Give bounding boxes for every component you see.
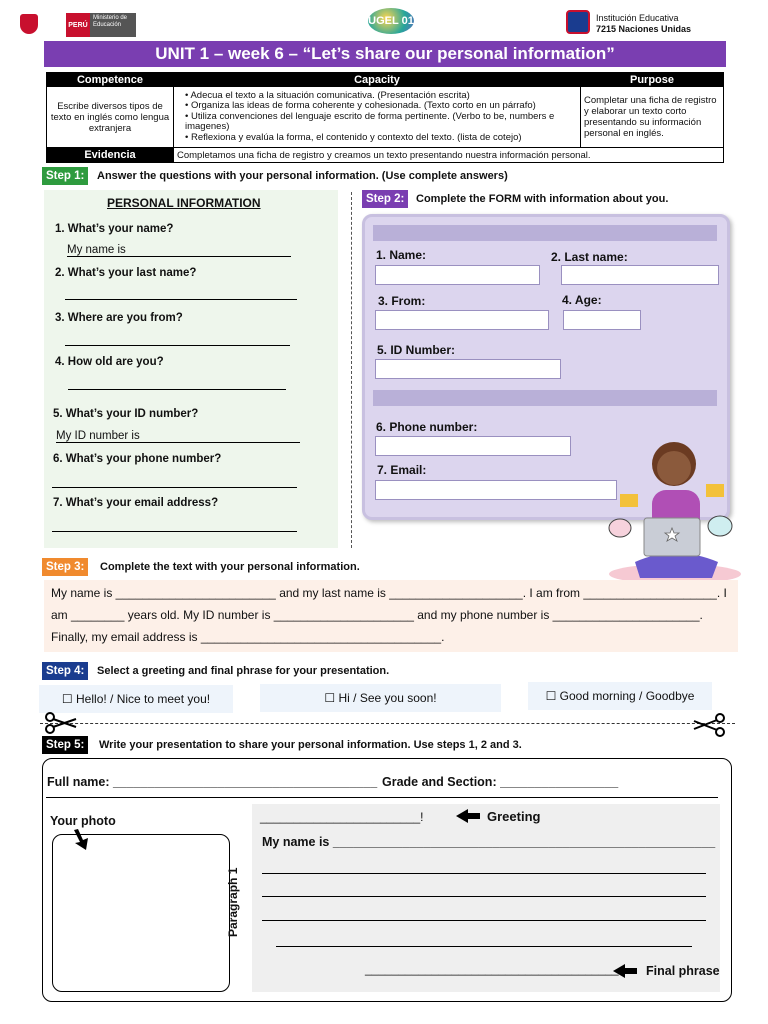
checkbox-icon[interactable]: ☐ xyxy=(61,692,73,706)
phone-label: 6. Phone number: xyxy=(376,420,478,434)
answer-2[interactable] xyxy=(65,299,297,300)
question-3: 3. Where are you from? xyxy=(55,312,183,324)
competence-cell: Escribe diversos tipos de texto en inglés como lengua extranjera xyxy=(47,87,174,148)
final-phrase-line[interactable]: ______________________________________ xyxy=(365,962,619,976)
question-5: 5. What’s your ID number? xyxy=(53,408,199,420)
question-6: 6. What’s your phone number? xyxy=(53,453,222,465)
evidence-cell: Completamos una ficha de registro y creamos un texto presentando nuestra información personal. xyxy=(174,148,724,163)
last-name-label: 2. Last name: xyxy=(551,250,628,264)
question-7: 7. What’s your email address? xyxy=(53,497,219,509)
id-number-field[interactable] xyxy=(375,359,561,379)
institution-line1: Institución Educativa xyxy=(596,13,679,23)
step5-instruction: Write your presentation to share your personal information. Use steps 1, 2 and 3. xyxy=(99,739,522,751)
my-name-line[interactable]: My name is _______________________________________________________ xyxy=(262,835,716,849)
institution-crest-icon xyxy=(566,10,590,34)
step3-badge: Step 3: xyxy=(42,558,88,576)
email-field[interactable] xyxy=(375,480,617,500)
step3-instruction: Complete the text with your personal information. xyxy=(100,561,360,573)
checkbox-icon[interactable]: ☐ xyxy=(324,691,336,705)
peru-label: PERÚ xyxy=(66,13,90,37)
option-hello-label: Hello! / Nice to meet you! xyxy=(76,692,211,706)
question-4: 4. How old are you? xyxy=(55,356,164,368)
writing-line[interactable] xyxy=(276,945,692,947)
step2-badge: Step 2: xyxy=(362,190,408,208)
header-competence: Competence xyxy=(47,73,174,87)
cut-line xyxy=(40,723,735,724)
institution-line2: 7215 Naciones Unidas xyxy=(596,24,692,34)
capacity-item: • Utiliza convenciones del lenguaje escrito de forma pertinente. (Verbo to be, numbers e imagenes) xyxy=(185,112,577,133)
step-divider xyxy=(351,192,352,548)
page-title: UNIT 1 – week 6 – “Let’s share our personal information” xyxy=(44,41,726,67)
form-header-band xyxy=(373,225,717,241)
header-capacity: Capacity xyxy=(174,73,581,87)
from-label: 3. From: xyxy=(378,294,426,308)
checkbox-icon[interactable]: ☐ xyxy=(545,689,557,703)
step4-instruction: Select a greeting and final phrase for your presentation. xyxy=(97,665,390,677)
writing-line[interactable] xyxy=(262,872,706,874)
ugel-logo xyxy=(368,8,414,34)
last-name-field[interactable] xyxy=(561,265,719,285)
option-good-morning-label: Good morning / Goodbye xyxy=(559,689,695,703)
grade-section-field[interactable]: Grade and Section: _________________ xyxy=(382,775,619,789)
ugel-label: UGEL 01 xyxy=(368,15,414,27)
purpose-cell: Completar una ficha de registro y elaborar un texto corto presentando su información personal en inglés. xyxy=(581,87,724,148)
writing-line[interactable] xyxy=(262,919,706,921)
ministry-label: Ministerio de Educación xyxy=(90,13,136,37)
student-laptop-illustration xyxy=(600,432,750,586)
id-number-label: 5. ID Number: xyxy=(377,343,456,357)
name-field[interactable] xyxy=(375,265,540,285)
form-mid-band xyxy=(373,390,717,406)
step1-badge: Step 1: xyxy=(42,167,88,185)
answer-3[interactable] xyxy=(65,345,290,346)
capacity-cell xyxy=(174,87,581,148)
personal-info-title: PERSONAL INFORMATION xyxy=(107,196,261,210)
name-label: 1. Name: xyxy=(376,248,427,262)
age-label: 4. Age: xyxy=(562,293,602,307)
step3-finally: Finally, xyxy=(51,630,89,644)
option-hi[interactable] xyxy=(260,684,501,712)
scissors-icon xyxy=(44,712,78,734)
greeting-arrow-icon xyxy=(456,809,480,823)
greeting-line[interactable]: ________________________! xyxy=(260,810,424,824)
evidence-label: Evidencia xyxy=(47,148,174,163)
step2-instruction: Complete the FORM with information about you. xyxy=(416,193,669,205)
institution-name xyxy=(596,13,691,35)
step5-badge: Step 5: xyxy=(42,736,88,754)
question-2: 2. What’s your last name? xyxy=(55,267,197,279)
capacity-item: • Adecua el texto a la situación comunicativa. (Presentación escrita) xyxy=(185,91,577,102)
peru-shield-icon xyxy=(20,14,38,34)
answer-1-starter: My name is xyxy=(67,244,126,256)
step3-line-3-rest: my email address is ____________________________________. xyxy=(88,630,445,644)
from-field[interactable] xyxy=(375,310,549,330)
header-purpose: Purpose xyxy=(581,73,724,87)
ministry-logo xyxy=(40,12,136,38)
answer-5[interactable] xyxy=(56,430,300,443)
greeting-label: Greeting xyxy=(487,809,541,824)
scissors-icon xyxy=(692,712,726,738)
phone-field[interactable] xyxy=(375,436,571,456)
answer-6[interactable] xyxy=(52,487,297,488)
answer-5-starter: My ID number is xyxy=(56,430,140,442)
step3-line-3 xyxy=(51,630,444,644)
answer-4[interactable] xyxy=(68,389,286,390)
writing-line[interactable] xyxy=(262,895,706,897)
capacity-item: • Organiza las ideas de forma coherente y cohesionada. (Texto corto en un párrafo) xyxy=(185,101,577,112)
full-name-underline xyxy=(46,797,718,798)
answer-1[interactable] xyxy=(67,244,291,257)
final-phrase-label: Final phrase xyxy=(646,964,720,978)
email-label: 7. Email: xyxy=(377,463,427,477)
question-1: 1. What’s your name? xyxy=(55,223,174,235)
competence-table xyxy=(46,72,724,163)
photo-box[interactable] xyxy=(52,834,230,992)
step4-badge: Step 4: xyxy=(42,662,88,680)
option-hello[interactable] xyxy=(39,685,233,713)
option-hi-label: Hi / See you soon! xyxy=(338,691,437,705)
step3-line-1: My name is ________________________ and my last name is ____________________. I am from ____________________. I xyxy=(51,586,727,600)
age-field[interactable] xyxy=(563,310,641,330)
option-good-morning[interactable] xyxy=(528,682,712,710)
answer-7[interactable] xyxy=(52,531,297,532)
step3-line-2: am ________ years old. My ID number is _____________________ and my phone number is ______________________. xyxy=(51,608,703,622)
your-photo-label: Your photo xyxy=(50,814,116,828)
full-name-field[interactable]: Full name: ______________________________________ xyxy=(47,775,378,789)
paragraph-label: Paragraph 1 xyxy=(226,867,240,937)
final-phrase-arrow-icon xyxy=(613,964,637,978)
step1-instruction: Answer the questions with your personal information. (Use complete answers) xyxy=(97,170,508,182)
capacity-item: • Reflexiona y evalúa la forma, el contenido y contexto del texto. (lista de cotejo) xyxy=(185,133,577,144)
